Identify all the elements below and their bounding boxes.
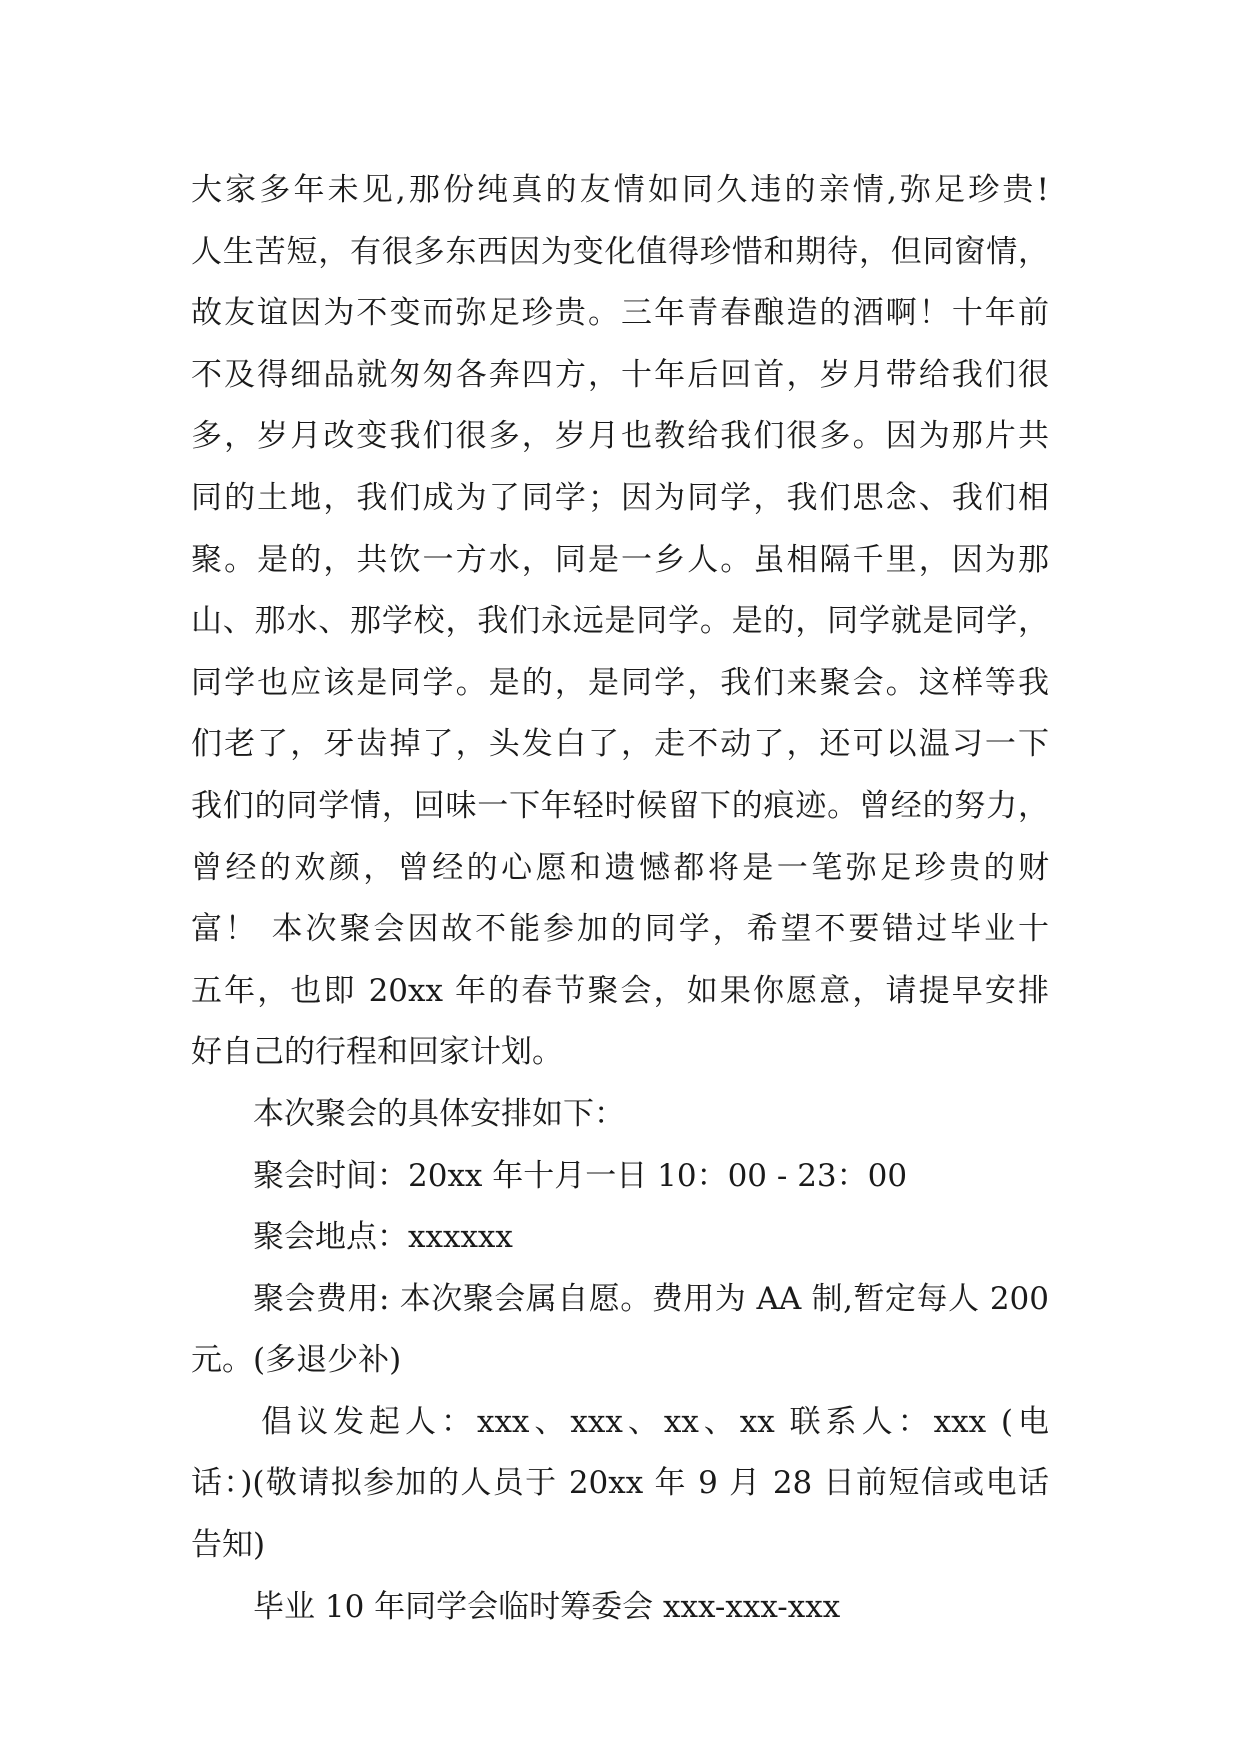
paragraph-line: 多，岁月改变我们很多，岁月也教给我们很多。因为那片共 bbox=[191, 418, 1049, 455]
meeting-time: 聚会时间：20xx 年十月一日 10：00 - 23：00 bbox=[253, 1157, 908, 1194]
initiator-line: 话：)(敬请拟参加的人员于 20xx 年 9 月 28 日前短信或电话 bbox=[191, 1465, 1049, 1502]
document-body bbox=[191, 160, 1049, 1638]
committee-signature: 毕业 10 年同学会临时筹委会 xxx-xxx-xxx bbox=[253, 1588, 841, 1625]
paragraph-line: 人生苦短，有很多东西因为变化值得珍惜和期待，但同窗情， bbox=[191, 233, 1049, 270]
initiator-block bbox=[191, 1392, 1049, 1577]
paragraph-line: 五年，也即 20xx 年的春节聚会，如果你愿意，请提早安排 bbox=[191, 972, 1049, 1009]
paragraph-line: 同的土地，我们成为了同学；因为同学，我们思念、我们相 bbox=[191, 479, 1049, 516]
paragraph-line: 我们的同学情，回味一下年轻时候留下的痕迹。曾经的努力， bbox=[191, 787, 1049, 824]
meeting-fee bbox=[191, 1269, 1049, 1392]
paragraph-line: 富！ 本次聚会因故不能参加的同学，希望不要错过毕业十 bbox=[191, 911, 1049, 948]
paragraph-line: 同学也应该是同学。是的，是同学，我们来聚会。这样等我 bbox=[191, 664, 1049, 701]
paragraph-line: 故友谊因为不变而弥足珍贵。三年青春酿造的酒啊！十年前 bbox=[191, 295, 1049, 332]
paragraph-line: 大家多年未见,那份纯真的友情如同久违的亲情,弥足珍贵! bbox=[191, 172, 1049, 208]
paragraph-line: 不及得细品就匆匆各奔四方，十年后回首，岁月带给我们很 bbox=[191, 356, 1049, 393]
paragraph-line: 好自己的行程和回家计划。 bbox=[191, 1034, 563, 1071]
paragraph-line: 曾经的欢颜，曾经的心愿和遗憾都将是一笔弥足珍贵的财 bbox=[191, 849, 1049, 886]
fee-line: 聚会费用: 本次聚会属自愿。费用为 AA 制,暂定每人 200 bbox=[253, 1280, 1049, 1317]
initiator-line: 倡议发起人：xxx、xxx、xx、xx 联系人：xxx (电 bbox=[261, 1403, 1049, 1440]
paragraph-line: 们老了，牙齿掉了，头发白了，走不动了，还可以温习一下 bbox=[191, 726, 1049, 763]
paragraph-line: 聚。是的，共饮一方水，同是一乡人。虽相隔千里，因为那 bbox=[191, 541, 1049, 578]
initiator-line: 告知) bbox=[191, 1527, 266, 1564]
main-paragraph bbox=[191, 160, 1049, 1084]
paragraph-line: 山、那水、那学校，我们永远是同学。是的，同学就是同学， bbox=[191, 603, 1049, 640]
meeting-place: 聚会地点：xxxxxx bbox=[253, 1219, 513, 1256]
arrangement-intro: 本次聚会的具体安排如下： bbox=[253, 1095, 625, 1132]
fee-line: 元。(多退少补) bbox=[191, 1342, 402, 1379]
